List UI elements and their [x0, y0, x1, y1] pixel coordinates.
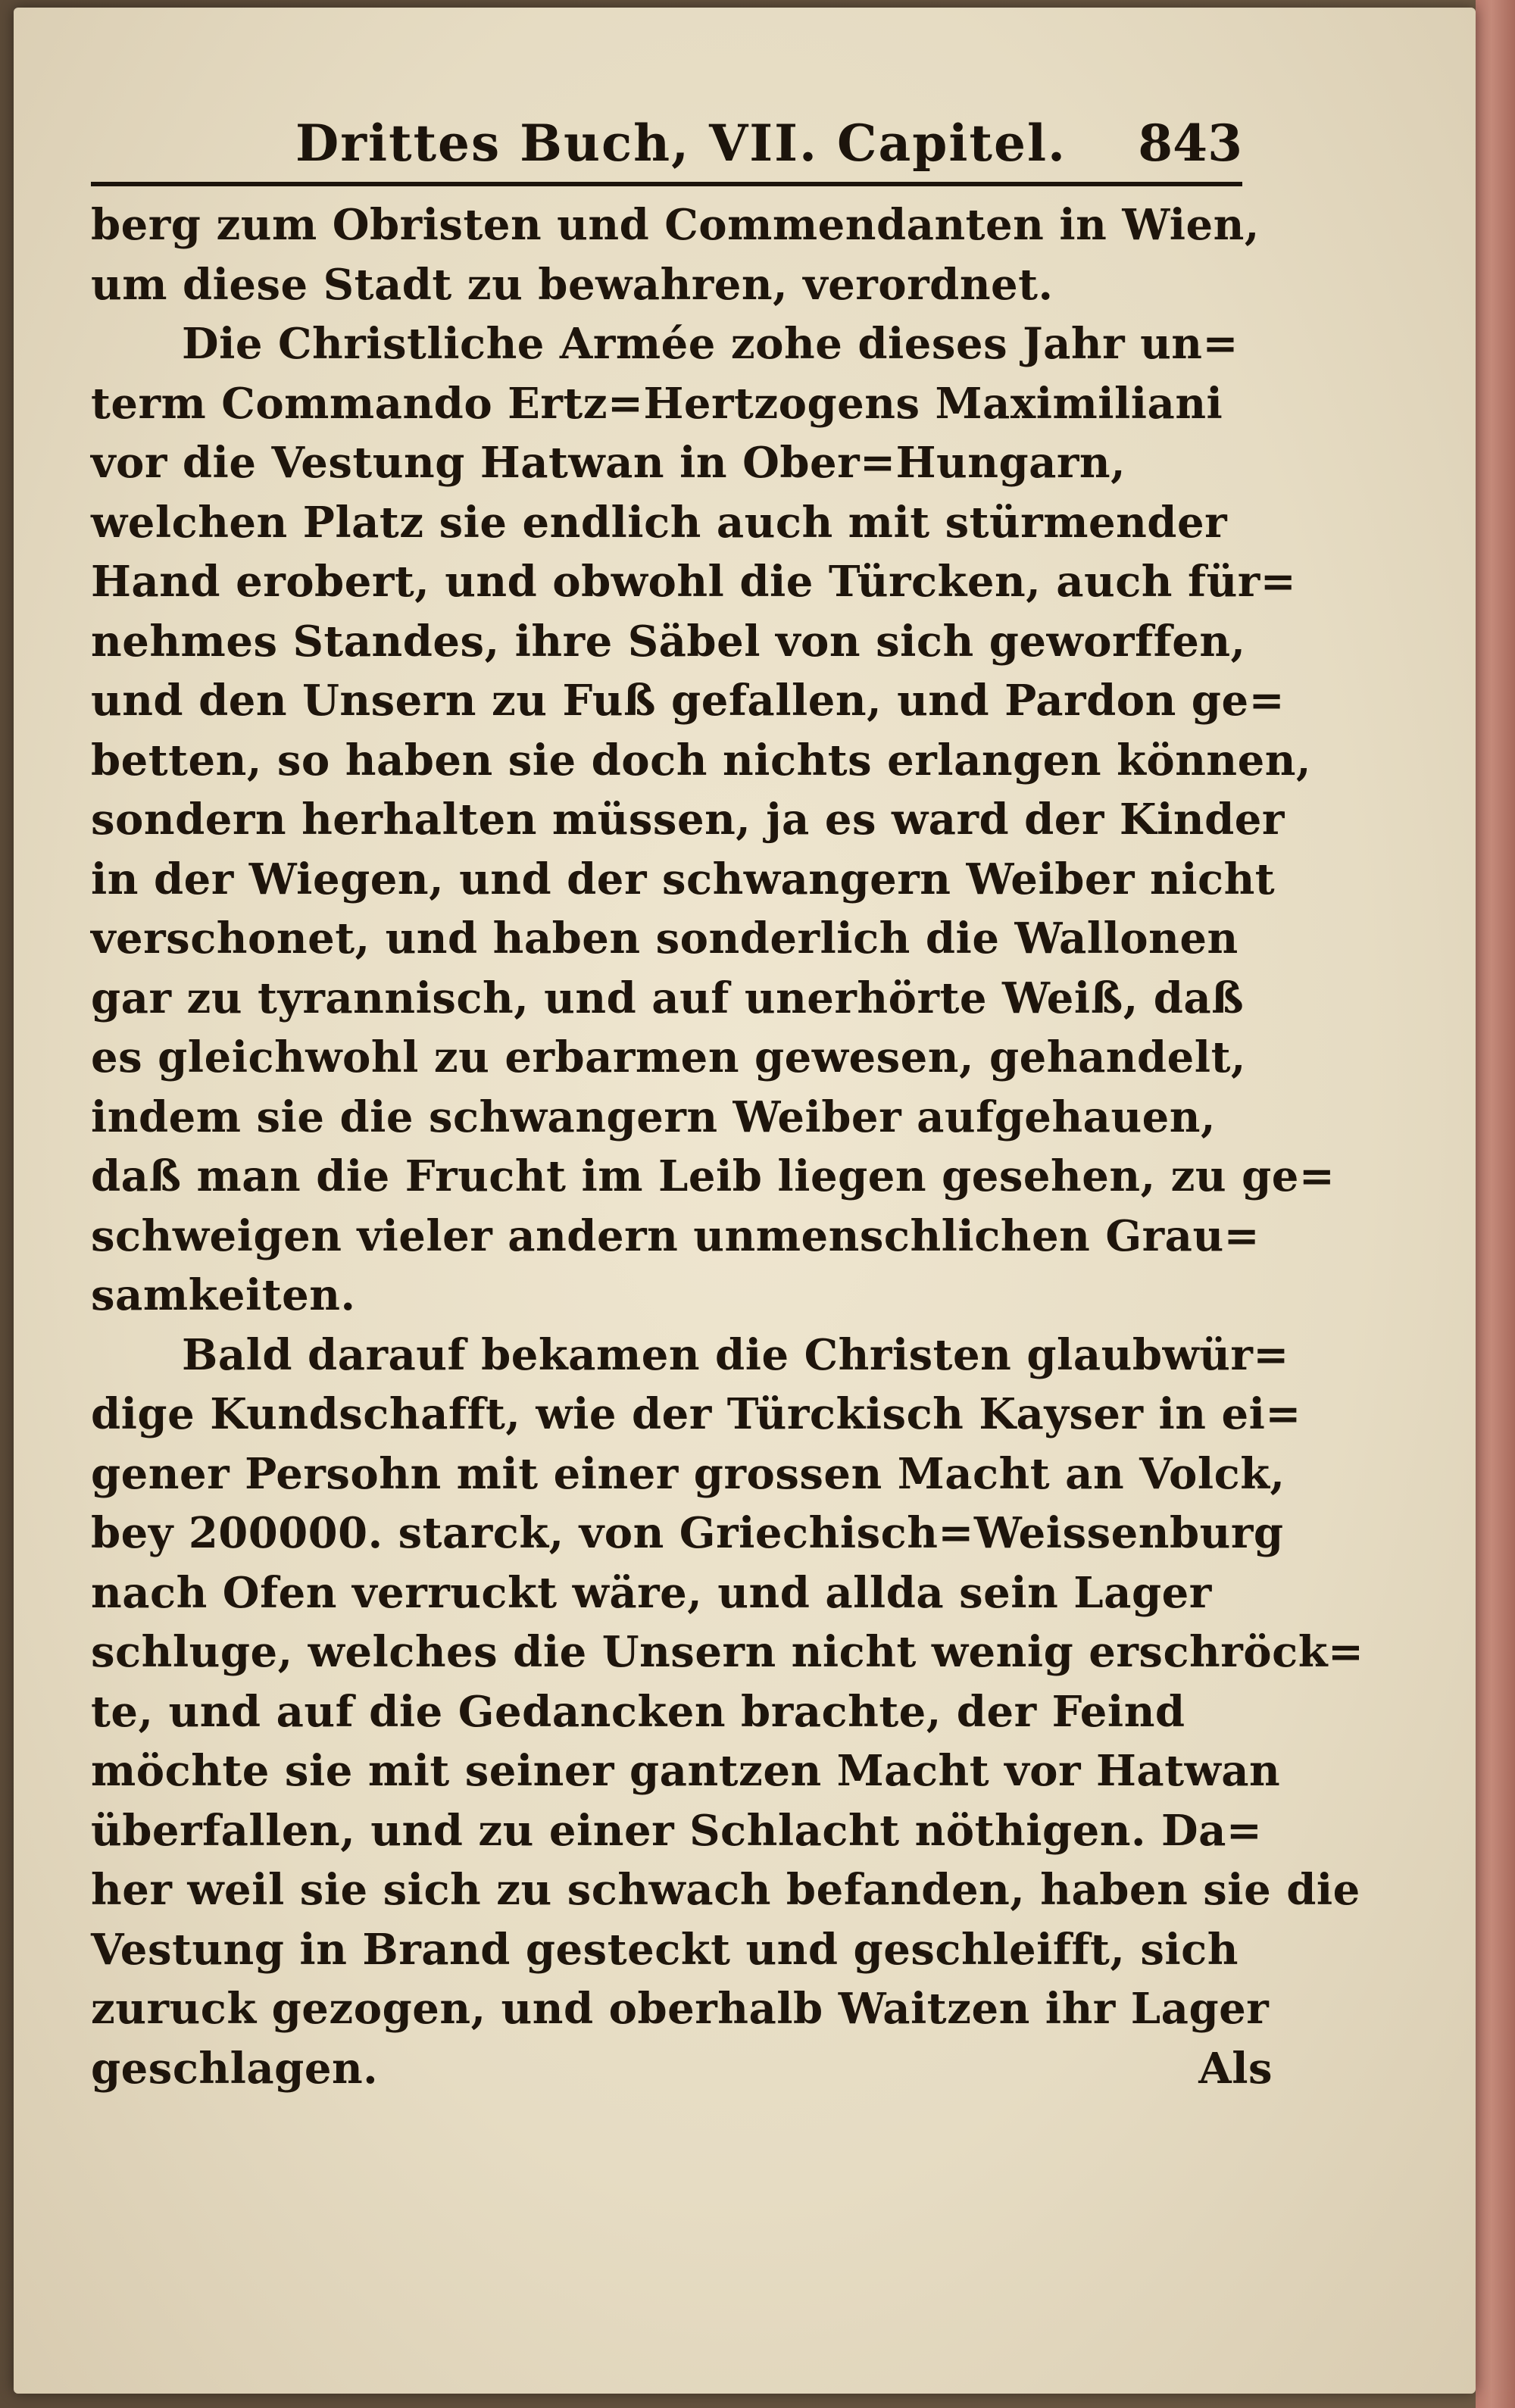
text-line: möchte sie mit seiner gantzen Macht vor Hatwan	[91, 1746, 1281, 1796]
text-line: samkeiten.	[91, 1270, 356, 1320]
text-line: geschlagen.	[91, 2043, 379, 2094]
text-line: zuruck gezogen, und oberhalb Waitzen ihr Lager	[91, 1984, 1270, 2034]
text-line: Die Christliche Armée zohe dieses Jahr un=	[182, 319, 1239, 369]
text-line: gar zu tyrannisch, und auf unerhörte Weiß, daß	[91, 973, 1245, 1023]
text-line: in der Wiegen, und der schwangern Weiber nicht	[91, 854, 1276, 904]
text-line: und den Unsern zu Fuß gefallen, und Pardon ge=	[91, 676, 1285, 726]
text-line: Hand erobert, und obwohl die Türcken, auch für=	[91, 557, 1297, 607]
catchword: Als	[1198, 2043, 1273, 2094]
text-line: te, und auf die Gedancken brachte, der Feind	[91, 1686, 1185, 1737]
text-line: überfallen, und zu einer Schlacht nöthigen. Da=	[91, 1805, 1263, 1856]
text-line: indem sie die schwangern Weiber aufgehauen,	[91, 1092, 1216, 1142]
page-header	[91, 98, 1242, 182]
text-line: nach Ofen verruckt wäre, und allda sein Lager	[91, 1567, 1212, 1618]
text-line: betten, so haben sie doch nichts erlangen können,	[91, 735, 1311, 785]
text-line: schluge, welches die Unsern nicht wenig erschröck=	[91, 1627, 1364, 1677]
text-line: nehmes Standes, ihre Säbel von sich geworffen,	[91, 616, 1246, 667]
text-line: Bald darauf bekamen die Christen glaubwür=	[182, 1329, 1289, 1380]
text-line: daß man die Frucht im Leib liegen gesehen, zu ge=	[91, 1151, 1335, 1201]
running-title: Drittes Buch, VII. Capitel.	[295, 114, 1067, 173]
text-line: es gleichwohl zu erbarmen gewesen, gehandelt,	[91, 1032, 1246, 1082]
text-line: welchen Platz sie endlich auch mit stürmender	[91, 497, 1228, 548]
text-line: sondern herhalten müssen, ja es ward der Kinder	[91, 795, 1285, 845]
last-line	[91, 2039, 1273, 2099]
text-line: bey 200000. starck, von Griechisch=Weissenburg	[91, 1508, 1284, 1558]
text-line: berg zum Obristen und Commendanten in Wien,	[91, 200, 1260, 250]
text-line: term Commando Ertz=Hertzogens Maximiliani	[91, 378, 1223, 429]
text-line: um diese Stadt zu bewahren, verordnet.	[91, 259, 1054, 310]
text-line: gener Persohn mit einer grossen Macht an Volck,	[91, 1448, 1285, 1499]
page-number: 843	[1138, 114, 1242, 173]
text-line: Vestung in Brand gesteckt und geschleifft, sich	[91, 1924, 1239, 1975]
page-edge	[1476, 0, 1515, 2408]
body-text	[91, 195, 1364, 2098]
text-line: verschonet, und haben sonderlich die Wallonen	[91, 914, 1239, 964]
text-line: vor die Vestung Hatwan in Ober=Hungarn,	[91, 438, 1126, 488]
text-line: schweigen vieler andern unmenschlichen Grau=	[91, 1210, 1260, 1261]
header-rule	[91, 182, 1242, 186]
text-line: dige Kundschafft, wie der Türckisch Kayser in ei=	[91, 1389, 1301, 1439]
text-line: her weil sie sich zu schwach befanden, haben sie die	[91, 1865, 1360, 1915]
